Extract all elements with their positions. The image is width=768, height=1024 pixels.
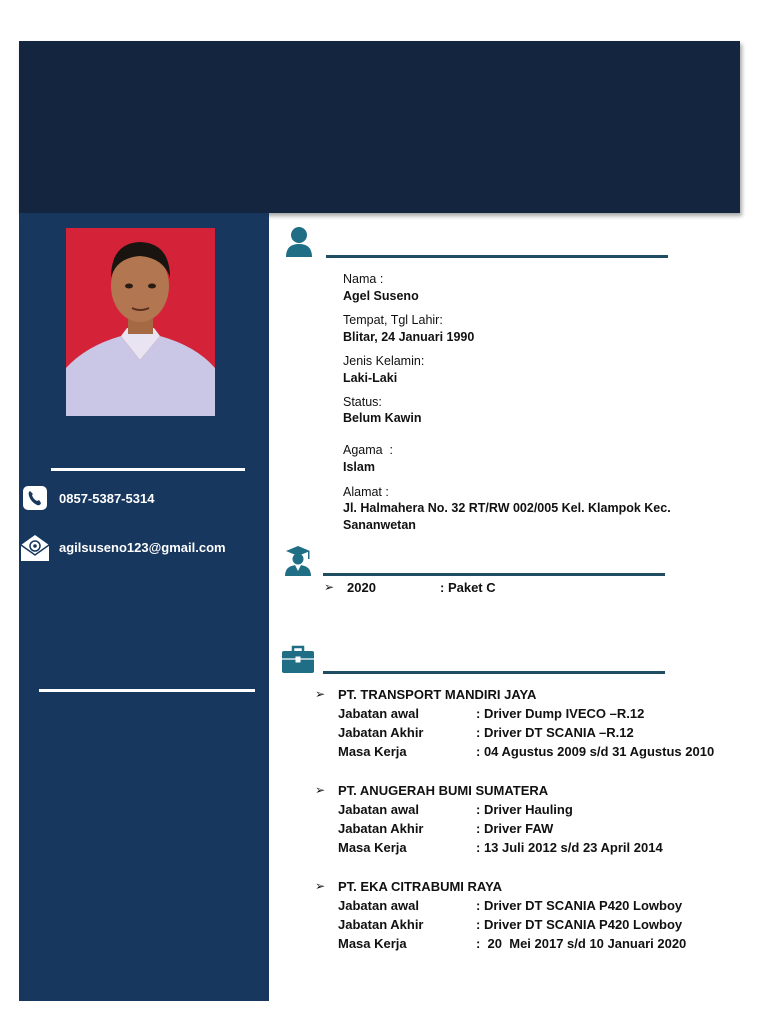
- job-key: Jabatan awal: [338, 706, 419, 721]
- name-value: Agel Suseno: [343, 289, 419, 303]
- arrow-bullet-icon: ➢: [315, 783, 326, 797]
- education-year: 2020: [347, 580, 376, 595]
- job-value: : Driver Hauling: [476, 802, 573, 817]
- arrow-bullet-icon: ➢: [315, 687, 326, 701]
- job-key: Masa Kerja: [338, 744, 407, 759]
- education-detail: : Paket C: [440, 580, 496, 595]
- job-value: : Driver DT SCANIA –R.12: [476, 725, 634, 740]
- job-value: : 04 Agustus 2009 s/d 31 Agustus 2010: [476, 744, 715, 759]
- job-value: : 20 Mei 2017 s/d 10 Januari 2020: [476, 936, 687, 951]
- address-value-line2: Sananwetan: [343, 518, 416, 532]
- header-banner: [19, 41, 740, 213]
- job-value: : 13 Juli 2012 s/d 23 April 2014: [476, 840, 663, 855]
- job-key: Masa Kerja: [338, 840, 407, 855]
- job-key: Jabatan Akhir: [338, 821, 424, 836]
- email-address: agilsuseno123@gmail.com: [59, 540, 226, 555]
- job-key: Masa Kerja: [338, 936, 407, 951]
- education-section-line: [323, 573, 665, 576]
- portrait-image: [66, 228, 215, 416]
- job-key: Jabatan awal: [338, 898, 419, 913]
- phone-number: 0857-5387-5314: [59, 491, 155, 506]
- job-company: PT. TRANSPORT MANDIRI JAYA: [338, 687, 537, 702]
- job-value: : Driver FAW: [476, 821, 554, 836]
- birth-label: Tempat, Tgl Lahir:: [343, 313, 443, 327]
- job-value: : Driver Dump IVECO –R.12: [476, 706, 645, 721]
- profile-photo: [66, 228, 215, 416]
- email-icon: [19, 533, 51, 563]
- arrow-bullet-icon: ➢: [315, 879, 326, 893]
- job-value: : Driver DT SCANIA P420 Lowboy: [476, 898, 683, 913]
- experience-section-line: [323, 671, 665, 674]
- briefcase-icon: [281, 645, 315, 675]
- job-key: Jabatan awal: [338, 802, 419, 817]
- sidebar-divider-bottom: [39, 689, 255, 692]
- job-key: Jabatan Akhir: [338, 917, 424, 932]
- birth-value: Blitar, 24 Januari 1990: [343, 330, 475, 344]
- name-label: Nama :: [343, 272, 384, 286]
- address-value: Jl. Halmahera No. 32 RT/RW 002/005 Kel. Klampok Kec.: [343, 501, 671, 515]
- status-value: Belum Kawin: [343, 411, 422, 425]
- job-value: : Driver DT SCANIA P420 Lowboy: [476, 917, 683, 932]
- religion-label: Agama :: [343, 443, 394, 457]
- gender-label: Jenis Kelamin:: [343, 354, 425, 368]
- job-company: PT. EKA CITRABUMI RAYA: [338, 879, 502, 894]
- status-label: Status:: [343, 395, 382, 409]
- address-label: Alamat :: [343, 485, 389, 499]
- religion-value: Islam: [343, 460, 375, 474]
- personal-section-line: [326, 255, 668, 258]
- arrow-bullet-icon: ➢: [324, 580, 335, 594]
- person-icon: [285, 226, 313, 258]
- job-key: Jabatan Akhir: [338, 725, 424, 740]
- phone-icon: [22, 485, 48, 511]
- graduate-icon: [283, 545, 313, 577]
- gender-value: Laki-Laki: [343, 371, 398, 385]
- job-company: PT. ANUGERAH BUMI SUMATERA: [338, 783, 549, 798]
- sidebar-divider-top: [51, 468, 245, 471]
